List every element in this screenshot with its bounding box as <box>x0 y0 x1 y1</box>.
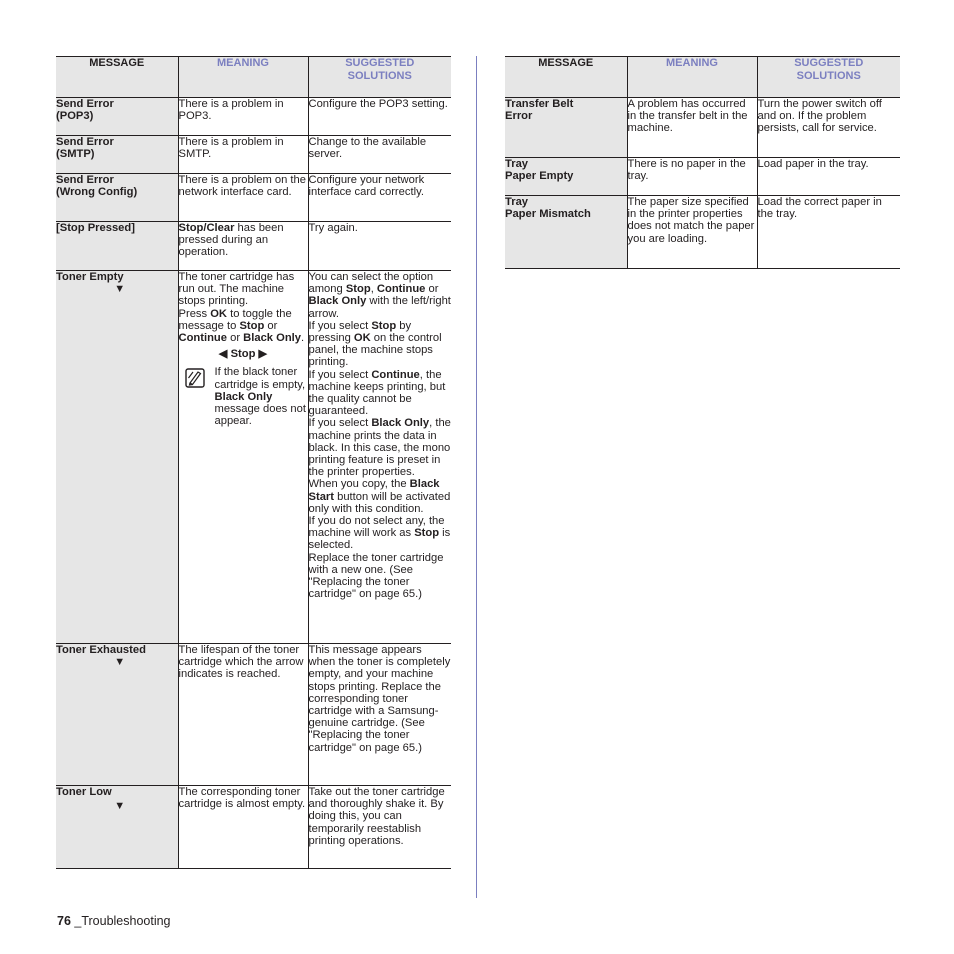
message-cell: Toner Empty ▼ <box>56 271 178 644</box>
message-cell: Send Error (POP3) <box>56 98 178 136</box>
table-row <box>56 174 451 222</box>
table-row <box>505 98 900 158</box>
meaning-cell: The toner cartridge has run out. The machine stops printing. Press OK to toggle the message to Stop or Continue or Black Only. ◀ Stop ▶ If the black toner cartridge is empty, Black Only message does not appear. <box>178 271 308 644</box>
message-cell: Tray Paper Mismatch <box>505 196 627 269</box>
left-message-table <box>56 56 451 869</box>
down-arrow-icon: ▼ <box>114 283 126 296</box>
header-message: MESSAGE <box>56 57 178 98</box>
solution-cell: Turn the power switch off and on. If the problem persists, call for service. <box>757 98 900 158</box>
meaning-cell: The paper size specified in the printer properties does not match the paper you are loading. <box>627 196 757 269</box>
message-cell: Toner Exhausted ▼ <box>56 644 178 786</box>
solution-cell: You can select the option among Stop, Continue or Black Only with the left/right arrow. If you select Stop by pressing OK on the control panel, the machine stops printing. If you select Continue, the machine keeps printing, but the quality cannot be guaranteed. If you select Black Only, the machine prints the data in black. In this case, the mono printing feature is preset in the printer properties. When you copy, the Black Start button will be activated only with this condition. If you do not select any, the machine will work as Stop is selected. Replace the toner cartridge with a new one. (See "Replacing the toner cartridge" on page 65.) <box>308 271 451 644</box>
down-arrow-icon: ▼ <box>114 800 126 813</box>
solution-cell: Load the correct paper in the tray. <box>757 196 900 269</box>
note-text: If the black toner cartridge is empty, Black Only message does not appear. <box>214 366 306 428</box>
message-cell: Tray Paper Empty <box>505 158 627 196</box>
solution-cell: Try again. <box>308 222 451 271</box>
message-cell: Toner Low ▼ <box>56 786 178 869</box>
solution-cell: Configure the POP3 setting. <box>308 98 451 136</box>
header-message: MESSAGE <box>505 57 627 98</box>
header-meaning: MEANING <box>178 57 308 98</box>
page-footer <box>57 913 171 929</box>
solution-cell: Load paper in the tray. <box>757 158 900 196</box>
down-arrow-icon: ▼ <box>114 656 126 669</box>
message-cell: Transfer Belt Error <box>505 98 627 158</box>
table-row <box>505 158 900 196</box>
meaning-cell: There is a problem in SMTP. <box>178 136 308 174</box>
message-cell: [Stop Pressed] <box>56 222 178 271</box>
table-row <box>505 196 900 269</box>
table-header <box>505 57 900 98</box>
meaning-cell: Stop/Clear has been pressed during an operation. <box>178 222 308 271</box>
note <box>179 366 308 427</box>
table-row <box>56 786 451 869</box>
column-divider <box>476 56 477 898</box>
meaning-cell: The corresponding toner cartridge is almost empty. <box>178 786 308 869</box>
meaning-cell: There is a problem on the network interface card. <box>178 174 308 222</box>
table-row <box>56 222 451 271</box>
stop-option-line: ◀ Stop ▶ <box>218 348 268 361</box>
solution-cell: Take out the toner cartridge and thoroughly shake it. By doing this, you can temporarily reestablish printing operations. <box>308 786 451 869</box>
meaning-cell: There is a problem in POP3. <box>178 98 308 136</box>
header-solutions: SUGGESTED SOLUTIONS <box>308 57 451 98</box>
table-row <box>56 271 451 644</box>
page-number: 76 <box>57 914 71 928</box>
table-row <box>56 644 451 786</box>
header-meaning: MEANING <box>627 57 757 98</box>
meaning-cell: A problem has occurred in the transfer belt in the machine. <box>627 98 757 158</box>
solution-cell: This message appears when the toner is completely empty, and your machine stops printing. Replace the corresponding toner cartridge with a Samsung-genuine cartridge. (See "Replacing the toner cartridge" on page 65.) <box>308 644 451 786</box>
solution-cell: Change to the available server. <box>308 136 451 174</box>
right-message-table <box>505 56 900 269</box>
header-solutions: SUGGESTED SOLUTIONS <box>757 57 900 98</box>
section-name: _Troubleshooting <box>70 914 171 928</box>
table-row <box>56 98 451 136</box>
meaning-cell: The lifespan of the toner cartridge which the arrow indicates is reached. <box>178 644 308 786</box>
message-cell: Send Error (Wrong Config) <box>56 174 178 222</box>
table-row <box>56 136 451 174</box>
solution-cell: Configure your network interface card correctly. <box>308 174 451 222</box>
message-cell: Send Error (SMTP) <box>56 136 178 174</box>
table-header <box>56 57 451 98</box>
note-icon <box>185 368 205 388</box>
meaning-cell: There is no paper in the tray. <box>627 158 757 196</box>
